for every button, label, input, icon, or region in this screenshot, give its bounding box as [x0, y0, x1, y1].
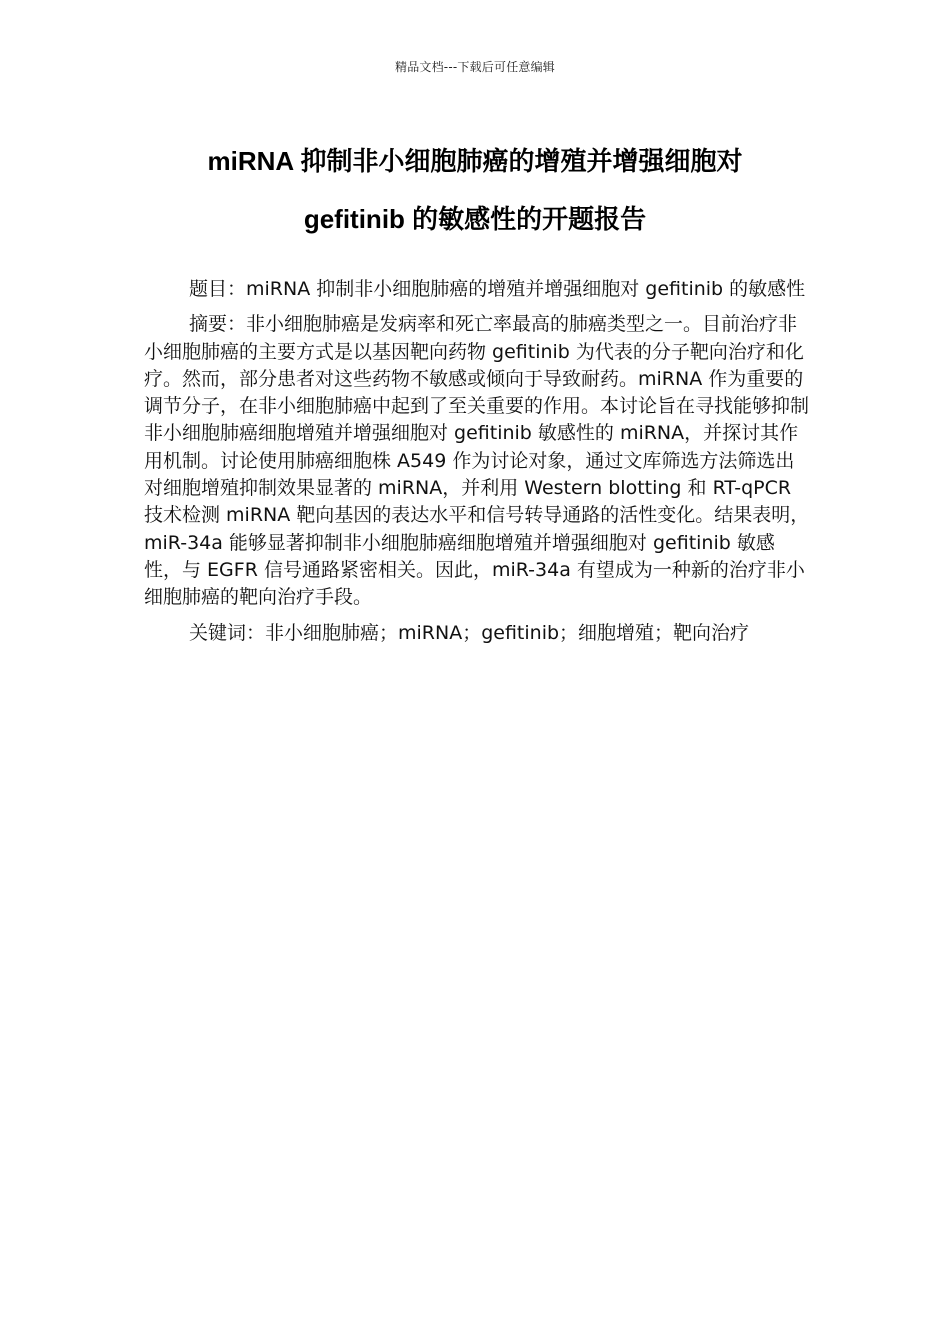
title-line-1: miRNA 抑制非小细胞肺癌的增殖并增强细胞对 [207, 146, 743, 176]
document-body [144, 276, 810, 655]
keywords-text: 非小细胞肺癌；miRNA；gefitinib；细胞增殖；靶向治疗 [265, 621, 750, 644]
topic-label: 题目： [189, 278, 247, 300]
topic-text: miRNA 抑制非小细胞肺癌的增殖并增强细胞对 gefitinib 的敏感性 [246, 278, 806, 300]
keywords-label: 关键词： [189, 621, 266, 644]
topic-paragraph [144, 276, 810, 303]
title-line-2: gefitinib 的敏感性的开题报告 [303, 204, 647, 234]
keywords-paragraph [144, 620, 810, 647]
abstract-paragraph [144, 311, 810, 611]
abstract-label: 摘要： [189, 313, 247, 336]
abstract-text: 非小细胞肺癌是发病率和死亡率最高的肺癌类型之一。目前治疗非小细胞肺癌的主要方式是以基因靶向药物 gefitinib 为代表的分子靶向治疗和化疗。然而，部分患者对这些药物不敏感或倾向于导致耐药。miRNA 作为重要的调节分子，在非小细胞肺癌中起到了至关重要的作用。本讨论旨在寻找能够抑制非小细胞肺癌细胞增殖并增强细胞对 gefitinib 敏感性的 miRNA，并探讨其作用机制。讨论使用肺癌细胞株 A549 作为讨论对象，通过文库筛选方法筛选出对细胞增殖抑制效果显著的 miRNA，并利用 Western blotting 和 RT-qPCR 技术检测 miRNA 靶向基因的表达水平和信号转导通路的活性变化。结果表明，miR-34a 能够显著抑制非小细胞肺癌细胞增殖并增强细胞对 gefitinib 敏感性，与 EGFR 信号通路紧密相关。因此，miR-34a 有望成为一种新的治疗非小细胞肺癌的靶向治疗手段。 [144, 313, 810, 609]
document-title [60, 132, 890, 248]
page-header: 精品文档---下载后可任意编辑 [395, 60, 555, 74]
